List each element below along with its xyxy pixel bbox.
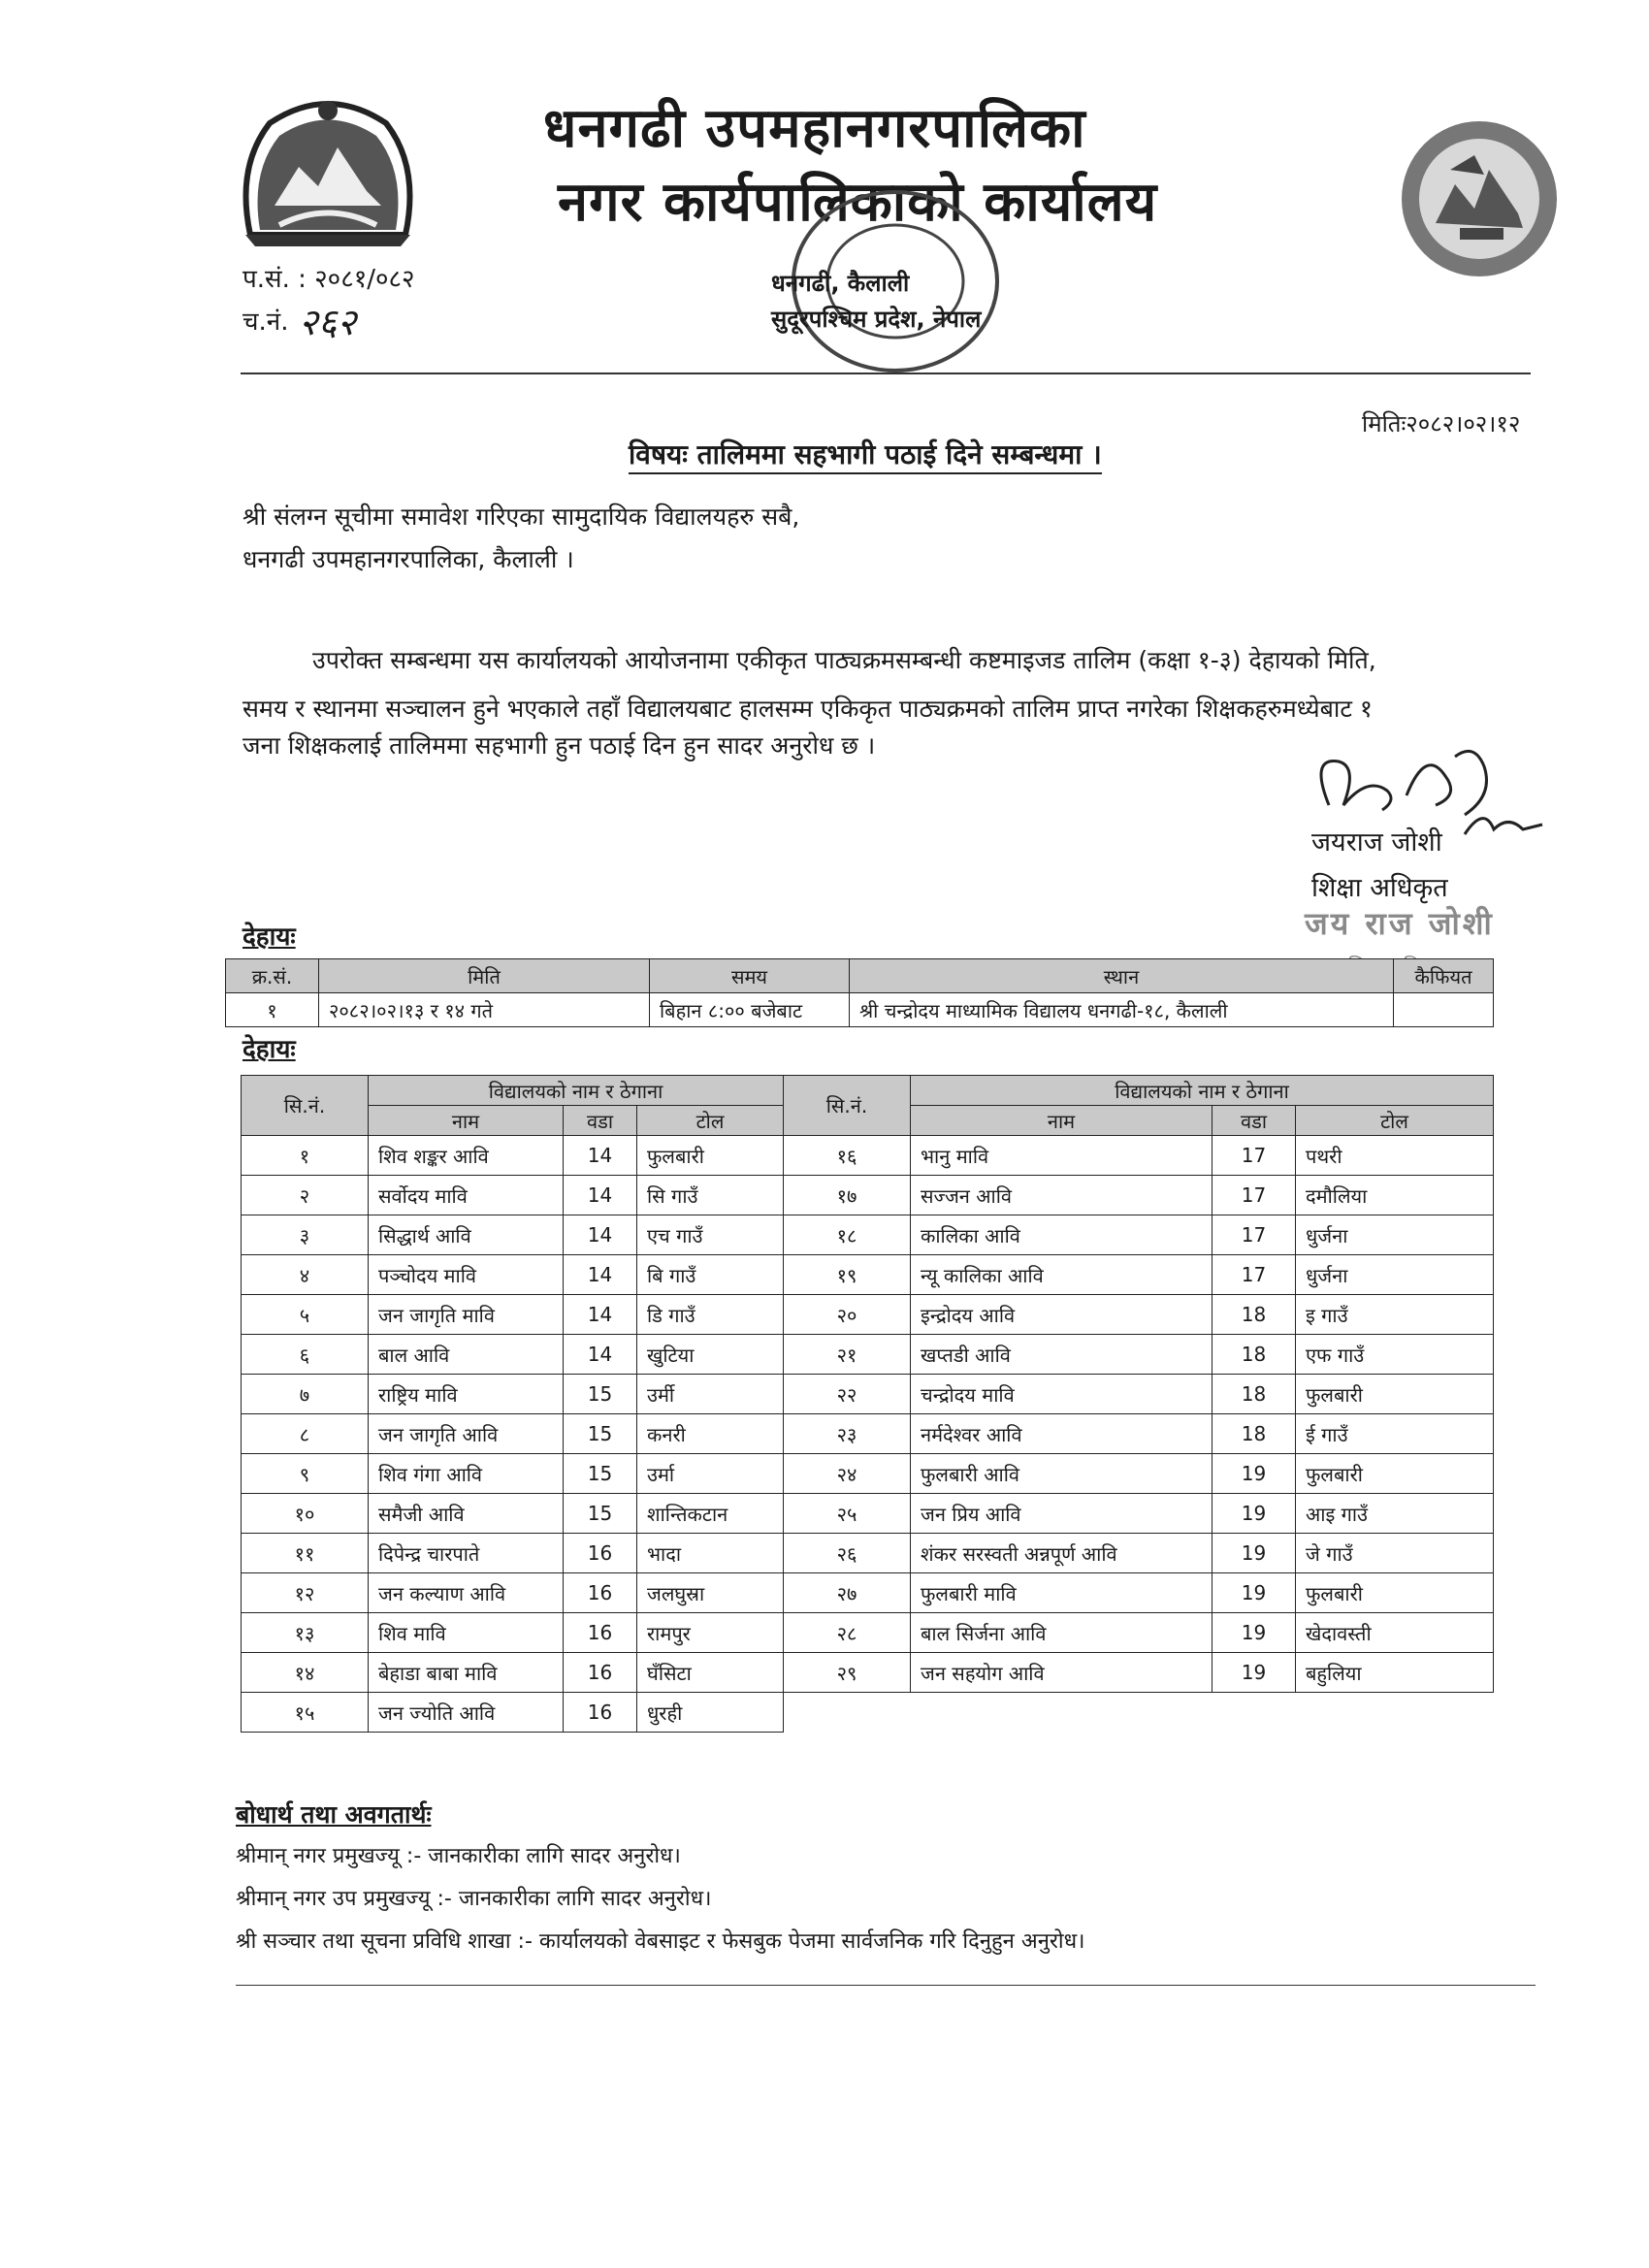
school-cell-tole: सि गाउँ (637, 1176, 784, 1215)
school-cell-name: बाल सिर्जना आवि (911, 1613, 1212, 1653)
school-cell-tole: उर्मी (637, 1375, 784, 1414)
school-cell-name: शिव गंगा आवि (369, 1454, 564, 1494)
schools-header-group-left: विद्यालयको नाम र ठेगाना (369, 1076, 784, 1106)
municipality-seal-icon (1397, 116, 1562, 281)
school-cell-tole: दमौलिया (1296, 1176, 1494, 1215)
signatory-designation: शिक्षा अधिकृत (1311, 873, 1448, 903)
office-title-line1: धनगढी उपमहानगरपालिका (543, 97, 1086, 160)
school-cell-tole: फुलबारी (1296, 1375, 1494, 1414)
cc-title: बोधार्थ तथा अवगतार्थः (236, 1800, 432, 1829)
schools-header-name-right: नाम (911, 1106, 1212, 1136)
schools-header-group-right: विद्यालयको नाम र ठेगाना (911, 1076, 1494, 1106)
school-cell-tole: धुर्जना (1296, 1215, 1494, 1255)
school-cell-tole: बि गाउँ (637, 1255, 784, 1295)
table-row (242, 1335, 1494, 1375)
school-cell-ward: 19 (1212, 1454, 1296, 1494)
dispatch-number-label: च.नं. (242, 308, 289, 337)
schools-header-ward-left: वडा (564, 1106, 637, 1136)
school-cell-ward: 14 (564, 1136, 637, 1176)
school-cell-sn: २८ (784, 1613, 911, 1653)
school-cell-sn: ९ (242, 1454, 369, 1494)
school-cell-name: शिव शङ्कर आवि (369, 1136, 564, 1176)
school-cell-tole: बहुलिया (1296, 1653, 1494, 1693)
school-cell-name: बेहाडा बाबा मावि (369, 1653, 564, 1693)
school-cell-name: सज्जन आवि (911, 1176, 1212, 1215)
school-cell-name: जन कल्याण आवि (369, 1573, 564, 1613)
school-cell-ward: 15 (564, 1494, 637, 1534)
school-cell-sn: २५ (784, 1494, 911, 1534)
school-cell-tole: एफ गाउँ (1296, 1335, 1494, 1375)
school-cell-sn: १७ (784, 1176, 911, 1215)
table-row (242, 1454, 1494, 1494)
school-cell-sn: ५ (242, 1295, 369, 1335)
school-cell-ward: 19 (1212, 1534, 1296, 1573)
school-cell-ward: 19 (1212, 1613, 1296, 1653)
table-row (242, 1494, 1494, 1534)
cc-line-1: श्रीमान् नगर प्रमुखज्यू :- जानकारीका लागि सादर अनुरोध। (236, 1844, 681, 1868)
dispatch-number-value: २६२ (299, 301, 357, 343)
cc-line-2: श्रीमान् नगर उप प्रमुखज्यू :- जानकारीका लागि सादर अनुरोध। (236, 1887, 712, 1911)
table-row (242, 1573, 1494, 1613)
office-title-line2: नगर कार्यपालिकाको कार्यालय (558, 171, 1158, 234)
schools-header-sn-right: सि.नं. (784, 1076, 911, 1136)
school-cell-name: इन्द्रोदय आवि (911, 1295, 1212, 1335)
school-cell-tole: घँसिटा (637, 1653, 784, 1693)
school-cell-name: जन जागृति आवि (369, 1414, 564, 1454)
school-cell-ward: 17 (1212, 1255, 1296, 1295)
schedule-cell-date: २०८२।०२।१३ र १४ गते (319, 993, 650, 1027)
school-cell-name: न्यू कालिका आवि (911, 1255, 1212, 1295)
school-cell-sn: १५ (242, 1693, 369, 1733)
school-cell-sn: २२ (784, 1375, 911, 1414)
school-cell-sn: ४ (242, 1255, 369, 1295)
schedule-heading: देहायः (242, 923, 296, 952)
school-cell-name: बाल आवि (369, 1335, 564, 1375)
school-cell-sn: २९ (784, 1653, 911, 1693)
schedule-header-time: समय (650, 959, 850, 993)
school-cell-tole: डि गाउँ (637, 1295, 784, 1335)
school-cell-ward: 15 (564, 1454, 637, 1494)
school-cell-ward: 16 (564, 1534, 637, 1573)
school-cell-tole: भादा (637, 1534, 784, 1573)
school-cell-name: शंकर सरस्वती अन्नपूर्ण आवि (911, 1534, 1212, 1573)
school-cell-tole: शान्तिकटान (637, 1494, 784, 1534)
schools-header-tole-left: टोल (637, 1106, 784, 1136)
school-cell-name: राष्ट्रिय मावि (369, 1375, 564, 1414)
schools-heading: देहायः (242, 1035, 296, 1064)
school-cell-tole: ई गाउँ (1296, 1414, 1494, 1454)
school-cell-tole (1296, 1693, 1494, 1733)
school-cell-tole: एच गाउँ (637, 1215, 784, 1255)
school-cell-tole: फुलबारी (637, 1136, 784, 1176)
school-cell-tole: इ गाउँ (1296, 1295, 1494, 1335)
table-row (242, 1613, 1494, 1653)
table-row (242, 1693, 1494, 1733)
school-cell-tole: फुलबारी (1296, 1454, 1494, 1494)
school-cell-name: चन्द्रोदय मावि (911, 1375, 1212, 1414)
school-cell-ward: 14 (564, 1335, 637, 1375)
school-cell-name: जन ज्योति आवि (369, 1693, 564, 1733)
school-cell-name: जन जागृति मावि (369, 1295, 564, 1335)
school-cell-sn: २७ (784, 1573, 911, 1613)
school-cell-ward: 16 (564, 1613, 637, 1653)
school-cell-sn: ७ (242, 1375, 369, 1414)
table-row (242, 1534, 1494, 1573)
school-cell-ward (1212, 1693, 1296, 1733)
school-cell-sn (784, 1693, 911, 1733)
reference-number: प.सं. : २०८१/०८२ (242, 265, 415, 294)
school-cell-sn: २० (784, 1295, 911, 1335)
schedule-cell-time: बिहान ८:०० बजेबाट (650, 993, 850, 1027)
school-cell-ward: 17 (1212, 1215, 1296, 1255)
schools-table (241, 1075, 1494, 1733)
school-cell-name: नर्मदेश्वर आवि (911, 1414, 1212, 1454)
school-cell-tole: रामपुर (637, 1613, 784, 1653)
school-cell-tole: कनरी (637, 1414, 784, 1454)
school-cell-ward: 14 (564, 1295, 637, 1335)
signatory-name: जयराज जोशी (1311, 827, 1442, 858)
school-cell-ward: 16 (564, 1653, 637, 1693)
table-row (242, 1136, 1494, 1176)
letter-date: मितिः२०८२।०२।१२ (1362, 410, 1521, 437)
school-cell-ward: 16 (564, 1573, 637, 1613)
table-row (242, 1176, 1494, 1215)
school-cell-sn: ३ (242, 1215, 369, 1255)
table-row (242, 1295, 1494, 1335)
school-cell-ward: 14 (564, 1215, 637, 1255)
school-cell-tole: पथरी (1296, 1136, 1494, 1176)
schedule-header-remarks: कैफियत (1394, 959, 1494, 993)
school-cell-name: फुलबारी मावि (911, 1573, 1212, 1613)
schedule-header-venue: स्थान (850, 959, 1394, 993)
nepal-emblem (231, 89, 425, 249)
body-line1: उपरोक्त सम्बन्धमा यस कार्यालयको आयोजनामा एकीकृत पाठ्यक्रमसम्बन्धी कष्टमाइजड तालिम (कक्षा १-३) देहायको मिति, (312, 646, 1376, 674)
school-cell-sn: १ (242, 1136, 369, 1176)
addressee-line2: धनगढी उपमहानगरपालिका, कैलाली । (242, 545, 574, 573)
school-cell-tole: फुलबारी (1296, 1573, 1494, 1613)
body-line2: समय र स्थानमा सञ्चालन हुने भएकाले तहाँ विद्यालयबाट हालसम्म एकिकृत पाठ्यक्रमको तालिम प्राप्त नगरेका शिक्षकहरुमध्येबाट १ (242, 695, 1373, 723)
school-cell-sn: २ (242, 1176, 369, 1215)
school-cell-sn: ८ (242, 1414, 369, 1454)
school-cell-tole: उर्मा (637, 1454, 784, 1494)
school-cell-ward: 19 (1212, 1573, 1296, 1613)
school-cell-ward: 15 (564, 1414, 637, 1454)
school-cell-tole: आइ गाउँ (1296, 1494, 1494, 1534)
school-cell-sn: १८ (784, 1215, 911, 1255)
schedule-cell-venue: श्री चन्द्रोदय माध्यामिक विद्यालय धनगढी-१८, कैलाली (850, 993, 1394, 1027)
school-cell-ward: 18 (1212, 1295, 1296, 1335)
school-cell-ward: 17 (1212, 1176, 1296, 1215)
school-cell-name: सर्वोदय मावि (369, 1176, 564, 1215)
school-cell-sn: २१ (784, 1335, 911, 1375)
table-row (242, 1215, 1494, 1255)
school-cell-sn: १४ (242, 1653, 369, 1693)
school-cell-ward: 18 (1212, 1414, 1296, 1454)
school-cell-sn: १२ (242, 1573, 369, 1613)
school-cell-name: शिव मावि (369, 1613, 564, 1653)
school-cell-sn: ११ (242, 1534, 369, 1573)
table-row (242, 1255, 1494, 1295)
letter-subject: विषयः तालिममा सहभागी पठाई दिने सम्बन्धमा । (629, 436, 1102, 474)
school-cell-ward: 17 (1212, 1136, 1296, 1176)
schedule-row (226, 993, 1494, 1027)
school-cell-name: पञ्चोदय मावि (369, 1255, 564, 1295)
school-cell-tole: धुर्जना (1296, 1255, 1494, 1295)
schools-header-ward-right: वडा (1212, 1106, 1296, 1136)
school-cell-name (911, 1693, 1212, 1733)
school-cell-name: जन सहयोग आवि (911, 1653, 1212, 1693)
school-cell-ward: 14 (564, 1176, 637, 1215)
school-cell-name: कालिका आवि (911, 1215, 1212, 1255)
schedule-cell-remarks (1394, 993, 1494, 1027)
school-cell-sn: २६ (784, 1534, 911, 1573)
school-cell-ward: 18 (1212, 1335, 1296, 1375)
table-row (242, 1653, 1494, 1693)
school-cell-name: दिपेन्द्र चारपाते (369, 1534, 564, 1573)
schools-header-tole-right: टोल (1296, 1106, 1494, 1136)
school-cell-sn: १९ (784, 1255, 911, 1295)
table-row (242, 1375, 1494, 1414)
school-cell-name: जन प्रिय आवि (911, 1494, 1212, 1534)
school-cell-sn: २४ (784, 1454, 911, 1494)
school-cell-tole: खेदावस्ती (1296, 1613, 1494, 1653)
school-cell-name: फुलबारी आवि (911, 1454, 1212, 1494)
school-cell-sn: २३ (784, 1414, 911, 1454)
school-cell-ward: 16 (564, 1693, 637, 1733)
school-cell-ward: 19 (1212, 1494, 1296, 1534)
school-cell-name: खप्तडी आवि (911, 1335, 1212, 1375)
school-cell-ward: 14 (564, 1255, 637, 1295)
school-cell-tole: खुटिया (637, 1335, 784, 1375)
school-cell-ward: 18 (1212, 1375, 1296, 1414)
school-cell-tole: जे गाउँ (1296, 1534, 1494, 1573)
schedule-cell-sn: १ (226, 993, 319, 1027)
body-line3: जना शिक्षकलाई तालिममा सहभागी हुन पठाई दिन हुन सादर अनुरोध छ । (242, 731, 876, 760)
name-stamp: जय राज जोशी (1305, 905, 1495, 942)
office-address-line1: धनगढी, कैलाली (771, 270, 910, 297)
school-cell-ward: 19 (1212, 1653, 1296, 1693)
table-row (242, 1414, 1494, 1454)
school-cell-sn: १० (242, 1494, 369, 1534)
schedule-header-date: मिति (319, 959, 650, 993)
schools-header-sn-left: सि.नं. (242, 1076, 369, 1136)
schedule-table (225, 958, 1494, 1027)
school-cell-name: भानु मावि (911, 1136, 1212, 1176)
school-cell-name: सिद्धार्थ आवि (369, 1215, 564, 1255)
school-cell-sn: १६ (784, 1136, 911, 1176)
school-cell-tole: धुरही (637, 1693, 784, 1733)
school-cell-name: समैजी आवि (369, 1494, 564, 1534)
school-cell-sn: १३ (242, 1613, 369, 1653)
schools-header-name-left: नाम (369, 1106, 564, 1136)
school-cell-sn: ६ (242, 1335, 369, 1375)
school-cell-ward: 15 (564, 1375, 637, 1414)
footer-divider (236, 1985, 1536, 1986)
header-divider (241, 373, 1531, 374)
cc-line-3: श्री सञ्चार तथा सूचना प्रविधि शाखा :- कार्यालयको वेबसाइट र फेसबुक पेजमा सार्वजनिक गरि दिनुहुन अनुरोध। (236, 1929, 1085, 1954)
school-cell-tole: जलघुस्रा (637, 1573, 784, 1613)
schedule-header-sn: क्र.सं. (226, 959, 319, 993)
addressee-line1: श्री संलग्न सूचीमा समावेश गरिएका सामुदायिक विद्यालयहरु सबै, (242, 502, 800, 531)
office-address-line2: सुदूरपश्चिम प्रदेश, नेपाल (771, 306, 982, 333)
